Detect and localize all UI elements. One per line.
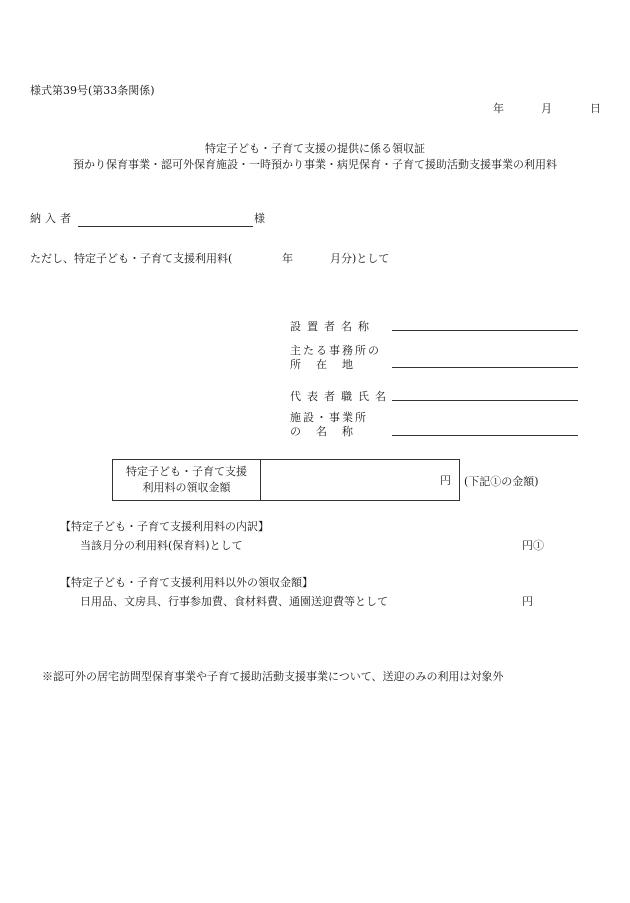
office-location-label-1: 主たる事務所の — [290, 344, 381, 357]
proviso-text: ただし、特定子ども・子育て支援利用料( — [30, 252, 233, 265]
receipt-amount-label-line2: 利用料の領収金額 — [142, 481, 231, 494]
founder-name-field[interactable] — [392, 330, 578, 331]
representative-field[interactable] — [392, 400, 578, 401]
breakdown-heading: 【特定子ども・子育て支援利用料の内訳】 — [60, 520, 269, 533]
breakdown-currency: 円① — [522, 539, 544, 552]
other-amount-heading: 【特定子ども・子育て支援利用料以外の領収金額】 — [60, 576, 313, 589]
document-title: 特定子ども・子育て支援の提供に係る領収証 — [205, 142, 425, 155]
founder-name-label: 設置者名称 — [290, 320, 375, 333]
payer-honorific: 様 — [254, 212, 265, 225]
receipt-amount-box — [112, 459, 460, 501]
receipt-amount-label-cell — [113, 460, 261, 500]
facility-name-label-1: 施設・事業所 — [290, 411, 368, 424]
office-location-field[interactable] — [392, 367, 578, 368]
proviso-month-label: 月分)として — [330, 252, 390, 265]
office-location-label-2: 所 在 地 — [290, 358, 355, 371]
other-amount-item: 日用品、文房具、行事参加費、食材料費、通園送迎費等として — [80, 595, 388, 608]
footnote: ※認可外の居宅訪問型保育事業や子育て援助活動支援事業について、送迎のみの利用は対象外 — [42, 670, 504, 683]
receipt-amount-currency: 円 — [440, 474, 451, 487]
document-subtitle: 預かり保育事業・認可外保育施設・一時預かり事業・病児保育・子育て援助活動支援事業の利用料 — [73, 158, 557, 171]
payer-label: 納入者 — [30, 212, 75, 225]
date-year-label: 年 — [493, 102, 504, 115]
receipt-amount-label-line1: 特定子ども・子育て支援 — [126, 465, 247, 478]
date-month-label: 月 — [541, 102, 552, 115]
proviso-year-label: 年 — [282, 252, 293, 265]
date-day-label: 日 — [590, 102, 601, 115]
breakdown-item: 当該月分の利用料(保育料)として — [80, 539, 243, 552]
facility-name-label-2: の 名 称 — [290, 425, 355, 438]
receipt-amount-value-cell[interactable] — [261, 460, 459, 500]
facility-name-field[interactable] — [392, 435, 578, 436]
form-number: 様式第39号(第33条関係) — [30, 84, 155, 97]
receipt-amount-note: (下記①の金額) — [464, 475, 539, 488]
other-amount-currency: 円 — [522, 595, 533, 608]
representative-label: 代表者職氏名 — [290, 390, 392, 403]
payer-name-field[interactable] — [78, 226, 253, 227]
